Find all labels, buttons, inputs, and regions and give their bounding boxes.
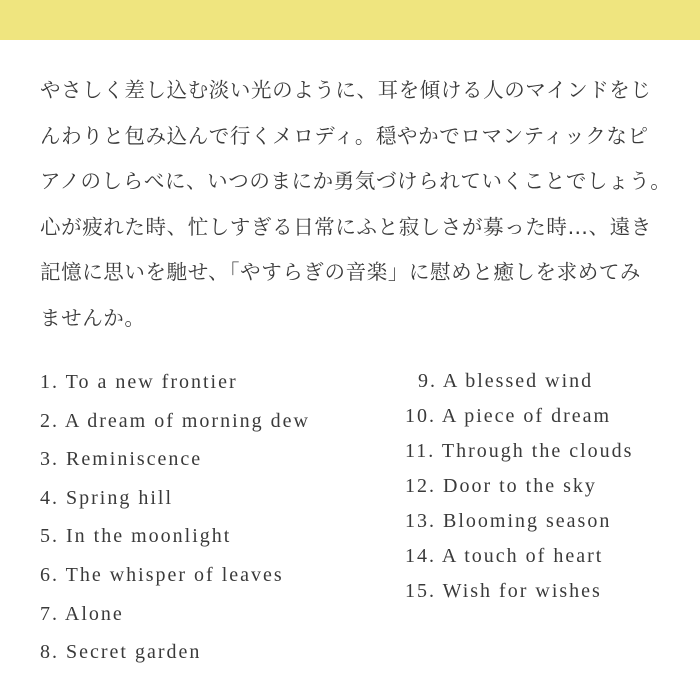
track-title: Reminiscence: [66, 448, 203, 471]
track-title: Blooming season: [443, 510, 612, 532]
track-number: 13.: [405, 510, 436, 532]
track-item: [40, 600, 310, 639]
track-item: [40, 522, 310, 561]
intro-line: やさしく差し込む淡い光のように、耳を傾ける人のマインドをじ: [40, 78, 652, 102]
track-item: [405, 577, 633, 612]
intro-line: アノのしらべに、いつのまにか勇気づけられていくことでしょう。: [40, 169, 672, 193]
track-title: Through the clouds: [441, 440, 634, 462]
track-title: Door to the sky: [443, 475, 597, 497]
track-number: 11.: [405, 440, 436, 462]
track-item: [40, 407, 310, 446]
tracklist-left-column: [40, 368, 310, 677]
track-item: [40, 368, 310, 407]
track-title: The whisper of leaves: [65, 563, 284, 586]
track-item: [405, 507, 633, 542]
track-item: [40, 561, 310, 600]
track-item: [405, 472, 633, 507]
track-title: In the moonlight: [66, 525, 232, 548]
track-number: 14.: [405, 545, 436, 567]
track-number: 4.: [40, 486, 59, 509]
intro-line: ませんか。: [40, 305, 146, 330]
track-number: 1.: [40, 371, 59, 393]
track-number: 5.: [40, 525, 59, 548]
track-title: To a new frontier: [65, 371, 238, 393]
track-number: 12.: [405, 475, 436, 497]
track-title: A dream of morning dew: [64, 409, 310, 432]
track-title: Secret garden: [66, 641, 202, 664]
track-number: 2.: [40, 409, 59, 432]
track-item: [405, 437, 633, 472]
tracklist-right-column: [405, 367, 633, 612]
track-item: [405, 367, 633, 402]
track-item: [405, 402, 633, 437]
track-number: 15.: [405, 580, 436, 602]
intro-paragraph: [40, 68, 672, 341]
track-number: 7.: [40, 602, 59, 625]
intro-line: んわりと包み込んで行くメロディ。穏やかでロマンティックなピ: [40, 123, 649, 148]
track-number: 9.: [418, 370, 437, 392]
track-number: 10.: [405, 405, 436, 427]
track-title: A piece of dream: [441, 405, 612, 427]
top-color-band: [0, 0, 700, 40]
intro-line: 心が疲れた時、忙しすぎる日常にふと寂しさが募った時…、遠き: [40, 214, 652, 239]
track-title: Spring hill: [66, 486, 174, 509]
track-title: A touch of heart: [441, 545, 604, 567]
track-item: [40, 638, 310, 677]
track-title: Wish for wishes: [442, 580, 602, 602]
track-item: [40, 484, 310, 523]
track-title: A blessed wind: [442, 370, 594, 392]
track-number: 3.: [40, 448, 59, 471]
track-item: [40, 445, 310, 484]
track-title: Alone: [64, 602, 124, 625]
intro-line: 記憶に思いを馳せ、「やすらぎの音楽」に慰めと癒しを求めてみ: [40, 260, 642, 284]
track-number: 6.: [40, 563, 59, 586]
track-number: 8.: [40, 641, 59, 664]
track-item: [405, 542, 633, 577]
